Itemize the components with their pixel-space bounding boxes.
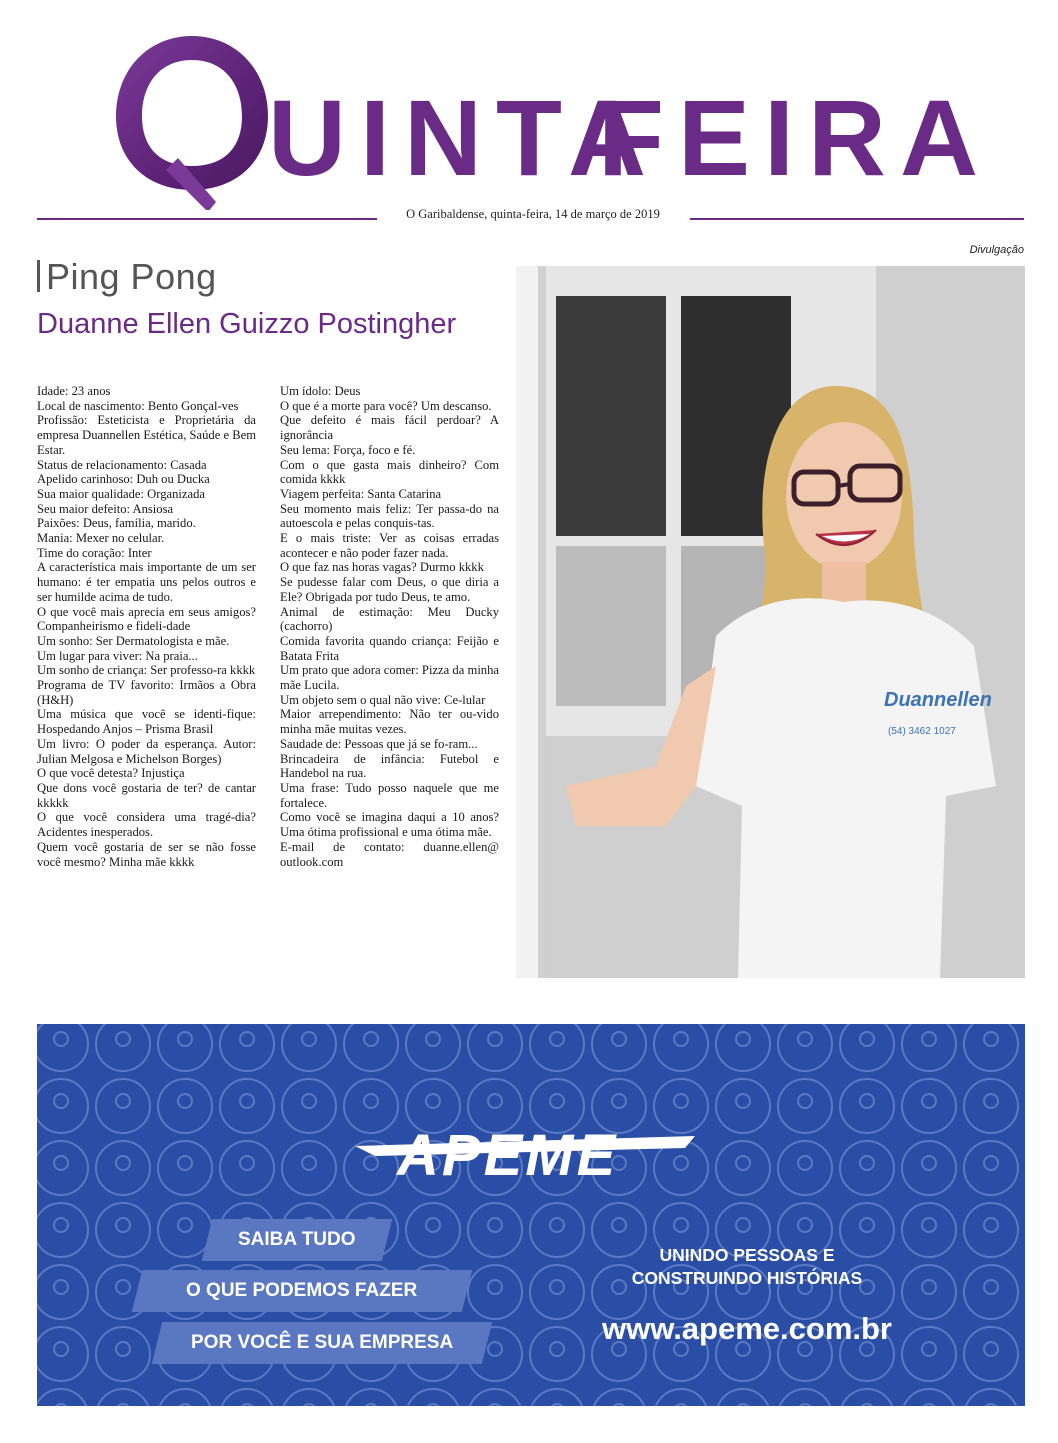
masthead (0, 0, 1058, 240)
person-name: Duanne Ellen Guizzo Postingher (37, 308, 457, 340)
portrait-illustration (516, 266, 1025, 978)
pattern-glyph (178, 1032, 192, 1046)
pattern-glyph (736, 1404, 750, 1406)
pattern-glyph (674, 1032, 688, 1046)
interview-answer: Seu lema: Força, foco e fé. (280, 442, 416, 457)
pattern-glyph (860, 1156, 874, 1170)
apeme-ad[interactable] (37, 1024, 1025, 1406)
pattern-glyph (736, 1218, 750, 1232)
article-column-1 (37, 384, 256, 869)
interview-answer: Um lugar para viver: Na praia... (37, 648, 198, 663)
interview-answer: Um sonho de criança: Ser professo-ra kkkk (37, 663, 256, 678)
pattern-glyph (798, 1032, 812, 1046)
pattern-glyph (550, 1218, 564, 1232)
interview-answer: Programa de TV favorito: Irmãos a Obra (H&H) (37, 678, 256, 707)
pattern-glyph (240, 1156, 254, 1170)
interview-answer: Se pudesse falar com Deus, o que diria a Ele? Obrigada por tudo Deus, te amo. (280, 575, 499, 604)
pattern-circle (37, 1141, 88, 1195)
pattern-glyph (674, 1094, 688, 1108)
pattern-glyph (674, 1404, 688, 1406)
pattern-circle (282, 1079, 336, 1133)
pattern-circle (158, 1141, 212, 1195)
pattern-glyph (488, 1218, 502, 1232)
pattern-glyph (798, 1094, 812, 1108)
pattern-circle (964, 1141, 1018, 1195)
pattern-glyph (736, 1156, 750, 1170)
pattern-circle (902, 1079, 956, 1133)
interview-answer: Status de relacionamento: Casada (37, 457, 207, 472)
pattern-circle (37, 1265, 88, 1319)
pattern-glyph (612, 1218, 626, 1232)
interview-answer: A característica mais importante de um ser humano: é ter empatia uns pelos outros e ser humilde acima de tudo. (37, 560, 256, 604)
pattern-circle (840, 1079, 894, 1133)
pattern-glyph (54, 1218, 68, 1232)
ad-band-2 (132, 1270, 472, 1312)
pattern-circle (468, 1265, 522, 1319)
pattern-glyph (178, 1156, 192, 1170)
pattern-glyph (922, 1342, 936, 1356)
interview-answer: Uma frase: Tudo posso naquele que me fortalece. (280, 780, 499, 810)
pattern-circle (468, 1203, 522, 1257)
pattern-glyph (426, 1032, 440, 1046)
pattern-circle (96, 1327, 150, 1381)
pattern-glyph (922, 1280, 936, 1294)
interview-answer: Que dons você gostaria de ter? de cantar kkkkk (37, 780, 256, 810)
interview-answer: Animal de estimação: Meu Ducky (cachorro) (280, 604, 499, 634)
pattern-circle (964, 1203, 1018, 1257)
interview-answer: E-mail de contato: duanne.ellen@ outlook.com (280, 839, 499, 869)
pattern-glyph (550, 1094, 564, 1108)
pattern-glyph (116, 1032, 130, 1046)
pattern-glyph (984, 1218, 998, 1232)
pattern-glyph (612, 1094, 626, 1108)
pattern-glyph (240, 1032, 254, 1046)
pattern-circle (964, 1079, 1018, 1133)
pattern-glyph (54, 1280, 68, 1294)
ad-band-3-text: POR VOCÊ E SUA EMPRESA (190, 1332, 454, 1353)
pattern-circle (716, 1079, 770, 1133)
photo-credit: Divulgação (969, 244, 1024, 256)
pattern-glyph (116, 1156, 130, 1170)
pattern-circle (37, 1024, 88, 1071)
pattern-glyph (674, 1218, 688, 1232)
masthead-rule-right (690, 218, 1024, 220)
ad-tagline (597, 1244, 897, 1290)
masthead-rule-left (37, 218, 377, 220)
interview-answer: Um objeto sem o qual não vive: Ce-lular (280, 692, 486, 707)
section-title: Ping Pong (46, 256, 217, 297)
pattern-glyph (364, 1032, 378, 1046)
pattern-glyph (488, 1032, 502, 1046)
pattern-glyph (612, 1032, 626, 1046)
section-bar (37, 260, 40, 292)
interview-answer: O que você considera uma tragé-dia? Acidentes inesperados. (37, 810, 256, 840)
q-logo-icon (112, 30, 272, 210)
pattern-glyph (798, 1218, 812, 1232)
pattern-glyph (860, 1032, 874, 1046)
pattern-glyph (798, 1156, 812, 1170)
interview-answer: O que é a morte para você? Um descanso. (280, 398, 492, 413)
pattern-glyph (54, 1094, 68, 1108)
pattern-glyph (922, 1218, 936, 1232)
pattern-glyph (736, 1032, 750, 1046)
pattern-glyph (550, 1280, 564, 1294)
pattern-glyph (488, 1094, 502, 1108)
interview-answer: Com o que gasta mais dinheiro? Com comida kkkk (280, 457, 499, 487)
pattern-glyph (984, 1342, 998, 1356)
interview-answer: Um ídolo: Deus (280, 384, 361, 398)
ad-tagline-line-2: CONSTRUINDO HISTÓRIAS (631, 1268, 863, 1288)
pattern-circle (964, 1327, 1018, 1381)
pattern-glyph (860, 1404, 874, 1406)
interview-answer: Comida favorita quando criança: Feijão e Batata Frita (280, 633, 499, 663)
pattern-glyph (922, 1156, 936, 1170)
interview-answer: O que faz nas horas vagas? Durmo kkkk (280, 560, 484, 575)
interview-answer: O que você detesta? Injustiça (37, 766, 185, 781)
pattern-circle (902, 1203, 956, 1257)
pattern-glyph (240, 1094, 254, 1108)
interview-answer: Seu momento mais feliz: Ter passa-do na autoescola e pelas conquis-tas. (280, 501, 499, 531)
pattern-circle (37, 1203, 88, 1257)
interview-answer: Idade: 23 anos (37, 384, 111, 398)
pattern-circle (902, 1141, 956, 1195)
pattern-glyph (488, 1342, 502, 1356)
interview-answer: Local de nascimento: Bento Gonçal-ves (37, 398, 239, 413)
pattern-circle (778, 1141, 832, 1195)
interview-answer: Apelido carinhoso: Duh ou Ducka (37, 472, 210, 487)
interview-answer: O que você mais aprecia em seus amigos? Companheirismo e fideli-dade (37, 604, 256, 634)
pattern-glyph (426, 1218, 440, 1232)
pattern-glyph (922, 1094, 936, 1108)
pattern-glyph (364, 1404, 378, 1406)
interview-answer: Time do coração: Inter (37, 545, 152, 560)
pattern-circle (778, 1079, 832, 1133)
ad-band-1-text: SAIBA TUDO (238, 1229, 356, 1250)
pattern-circle (282, 1141, 336, 1195)
pattern-glyph (860, 1218, 874, 1232)
pattern-glyph (178, 1404, 192, 1406)
interview-answer: Profissão: Esteticista e Proprietária da empresa Duannellen Estética, Saúde e Bem Estar. (37, 413, 256, 457)
ad-band-2-text: O QUE PODEMOS FAZER (186, 1280, 418, 1301)
pattern-glyph (116, 1342, 130, 1356)
pattern-glyph (984, 1280, 998, 1294)
pattern-glyph (550, 1404, 564, 1406)
pattern-circle (530, 1327, 584, 1381)
pattern-circle (716, 1141, 770, 1195)
pattern-glyph (116, 1404, 130, 1406)
edition-line: O Garibaldense, quinta-feira, 14 de março de 2019 (406, 207, 660, 221)
interview-answer: Sua maior qualidade: Organizada (37, 486, 205, 501)
pattern-glyph (240, 1404, 254, 1406)
pattern-glyph (302, 1156, 316, 1170)
pattern-circle (530, 1265, 584, 1319)
pattern-glyph (302, 1094, 316, 1108)
pattern-glyph (116, 1280, 130, 1294)
interview-answer: Uma música que você se identi-fique: Hospedando Anjos – Prisma Brasil (37, 707, 256, 737)
pattern-glyph (426, 1404, 440, 1406)
pattern-glyph (54, 1342, 68, 1356)
pattern-circle (96, 1079, 150, 1133)
pattern-circle (220, 1079, 274, 1133)
interview-answer: Um sonho: Ser Dermatologista e mãe. (37, 633, 230, 648)
pattern-glyph (116, 1218, 130, 1232)
pattern-glyph (984, 1404, 998, 1406)
ad-url-link[interactable]: www.apeme.com.br (602, 1311, 892, 1346)
pattern-glyph (984, 1032, 998, 1046)
pattern-glyph (178, 1094, 192, 1108)
pattern-circle (37, 1327, 88, 1381)
interview-answer: Quem você gostaria de ser se não fosse você mesmo? Minha mãe kkkk (37, 839, 256, 869)
pattern-circle (37, 1079, 88, 1133)
pattern-glyph (54, 1156, 68, 1170)
interview-answer: Paixões: Deus, família, marido. (37, 516, 196, 531)
pattern-glyph (54, 1032, 68, 1046)
interview-answer: Que defeito é mais fácil perdoar? A ignorância (280, 413, 499, 443)
pattern-glyph (178, 1218, 192, 1232)
interview-answer: Mania: Mexer no celular. (37, 531, 165, 546)
pattern-glyph (302, 1404, 316, 1406)
interview-answer: Maior arrependimento: Não ter ou-vido minha mãe muitas vezes. (280, 707, 499, 737)
pattern-glyph (550, 1342, 564, 1356)
pattern-glyph (54, 1404, 68, 1406)
shirt-logo-text: Duannellen (884, 689, 992, 711)
pattern-glyph (984, 1094, 998, 1108)
pattern-glyph (922, 1404, 936, 1406)
pattern-glyph (116, 1094, 130, 1108)
pattern-glyph (488, 1404, 502, 1406)
interview-answer: Um prato que adora comer: Pizza da minha mãe Lucila. (280, 663, 499, 693)
pattern-glyph (736, 1094, 750, 1108)
pattern-glyph (922, 1032, 936, 1046)
interview-answer: Como você se imagina daqui a 10 anos? Uma ótima profissional e uma ótima mãe. (280, 810, 499, 840)
interview-answer: Saudade de: Pessoas que já se fo-ram... (280, 736, 478, 751)
shirt-phone-text: (54) 3462 1027 (888, 726, 956, 737)
pattern-circle (840, 1141, 894, 1195)
pattern-glyph (984, 1156, 998, 1170)
interview-answer: Seu maior defeito: Ansiosa (37, 501, 174, 516)
pattern-circle (530, 1203, 584, 1257)
pattern-circle (96, 1203, 150, 1257)
ad-tagline-line-1: UNINDO PESSOAS E (659, 1245, 835, 1265)
portrait-photo (516, 266, 1025, 978)
masthead-title-part1: UINTA (268, 77, 660, 198)
pattern-glyph (426, 1094, 440, 1108)
pattern-circle (406, 1203, 460, 1257)
pattern-circle (96, 1141, 150, 1195)
pattern-glyph (488, 1280, 502, 1294)
pattern-circle (220, 1141, 274, 1195)
ad-band-3 (152, 1322, 492, 1364)
pattern-circle (964, 1265, 1018, 1319)
interview-answer: E o mais triste: Ver as coisas erradas acontecer e não poder fazer nada. (280, 531, 499, 560)
article-column-2 (280, 384, 499, 869)
pattern-glyph (550, 1032, 564, 1046)
ad-band-1 (202, 1219, 392, 1261)
masthead-title-part2: FEIRA (598, 77, 992, 198)
pattern-glyph (612, 1404, 626, 1406)
pattern-glyph (302, 1032, 316, 1046)
interview-answer: Um livro: O poder da esperança. Autor: Julian Melgosa e Michelson Borges) (37, 736, 256, 766)
apeme-logo: APEME (397, 1123, 619, 1188)
interview-answer: Viagem perfeita: Santa Catarina (280, 486, 442, 501)
pattern-glyph (364, 1094, 378, 1108)
pattern-glyph (798, 1404, 812, 1406)
pattern-glyph (860, 1094, 874, 1108)
pattern-circle (158, 1079, 212, 1133)
interview-answer: Brincadeira de infância: Futebol e Handebol na rua. (280, 751, 499, 781)
